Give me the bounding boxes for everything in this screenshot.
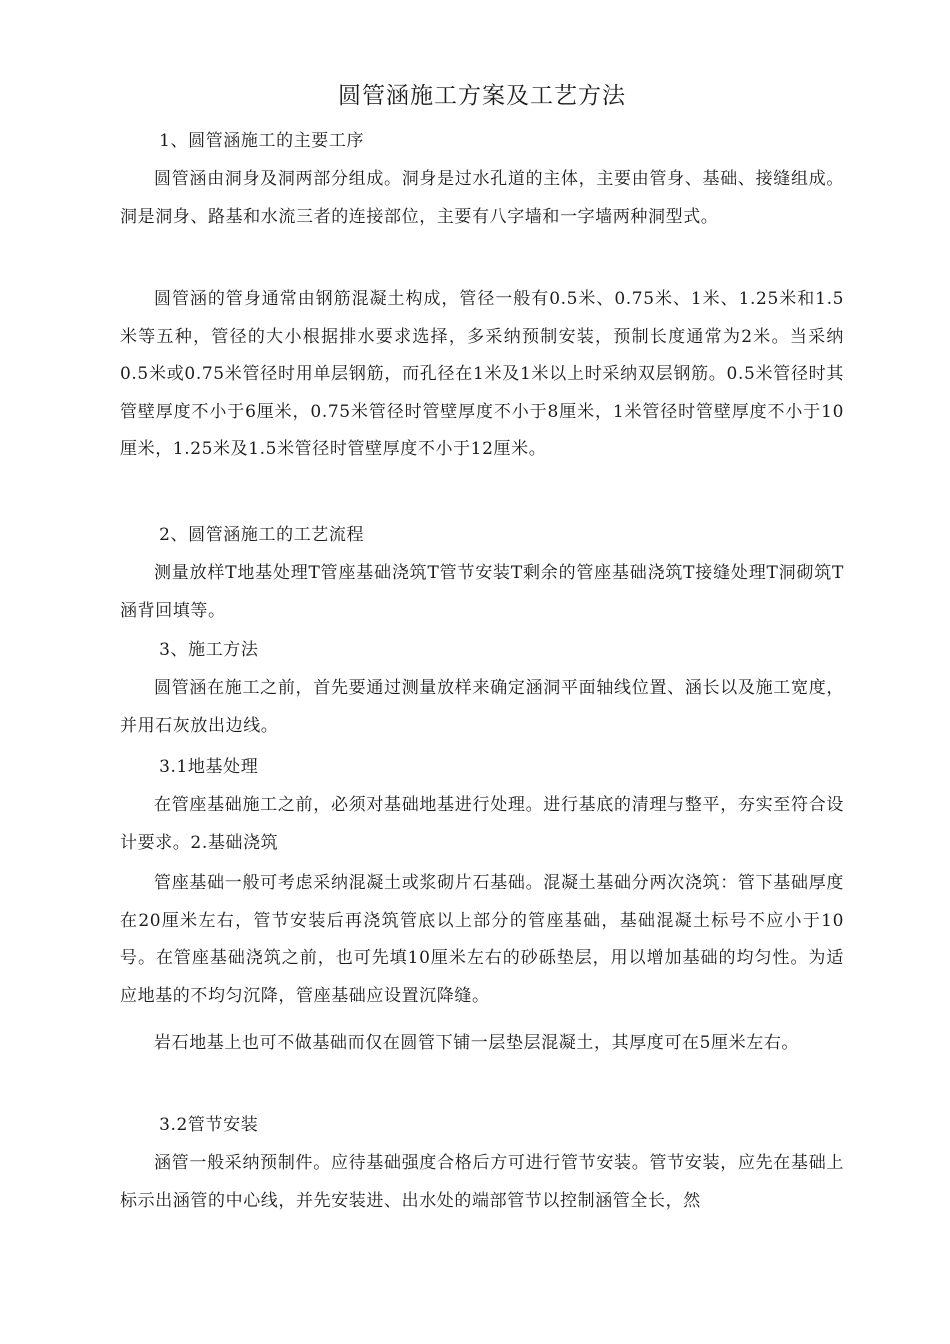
section-heading-3-2: 3.2管节安装 xyxy=(159,1115,259,1135)
section-heading-2: 2、圆管涵施工的工艺流程 xyxy=(159,525,365,545)
paragraph-8: 涵管一般采纳预制件。应待基础强度合格后方可进行管节安装。管节安装，应先在基础上标示出涵管的中心线，并先安装进、出水处的端部管节以控制涵管全长，然 xyxy=(120,1153,844,1211)
section-heading-1: 1、圆管涵施工的主要工序 xyxy=(159,131,365,151)
document-title: 圆管涵施工方案及工艺方法 xyxy=(338,83,626,109)
section-heading-3-1: 3.1地基处理 xyxy=(159,757,259,777)
paragraph-5: 在管座基础施工之前，必须对基础地基进行处理。进行基底的清理与整平，夯实至符合设计要求。2.基础浇筑 xyxy=(120,795,844,853)
paragraph-4: 圆管涵在施工之前，首先要通过测量放样来确定涵洞平面轴线位置、涵长以及施工宽度，并用石灰放出边线。 xyxy=(120,678,844,736)
section-heading-3: 3、施工方法 xyxy=(159,640,259,660)
paragraph-1: 圆管涵由洞身及洞两部分组成。洞身是过水孔道的主体，主要由管身、基础、接缝组成。洞是洞身、路基和水流三者的连接部位，主要有八字墙和一字墙两种洞型式。 xyxy=(120,169,844,227)
paragraph-3: 测量放样T地基处理T管座基础浇筑T管节安装T剩余的管座基础浇筑T接缝处理T洞砌筑T涵背回填等。 xyxy=(120,563,844,621)
paragraph-7: 岩石地基上也可不做基础而仅在圆管下铺一层垫层混凝土，其厚度可在5厘米左右。 xyxy=(154,1033,800,1053)
paragraph-6: 管座基础一般可考虑采纳混凝土或浆砌片石基础。混凝土基础分两次浇筑：管下基础厚度在20厘米左右，管节安装后再浇筑管底以上部分的管座基础，基础混凝土标号不应小于10号。在管座基础浇筑之前，也可先填10厘米左右的砂砾垫层，用以增加基础的均匀性。为适应地基的不均匀沉降，管座基础应设置沉降缝。 xyxy=(120,873,844,1006)
paragraph-2: 圆管涵的管身通常由钢筋混凝土构成，管径一般有0.5米、0.75米、1米、1.25米和1.5米等五种，管径的大小根据排水要求选择，多采纳预制安装，预制长度通常为2米。当采纳0.5米或0.75米管径时用单层钢筋，而孔径在1米及1米以上时采纳双层钢筋。0.5米管径时其管壁厚度不小于6厘米，0.75米管径时管壁厚度不小于8厘米，1米管径时管壁厚度不小于10厘米，1.25米及1.5米管径时管壁厚度不小于12厘米。 xyxy=(120,289,844,459)
